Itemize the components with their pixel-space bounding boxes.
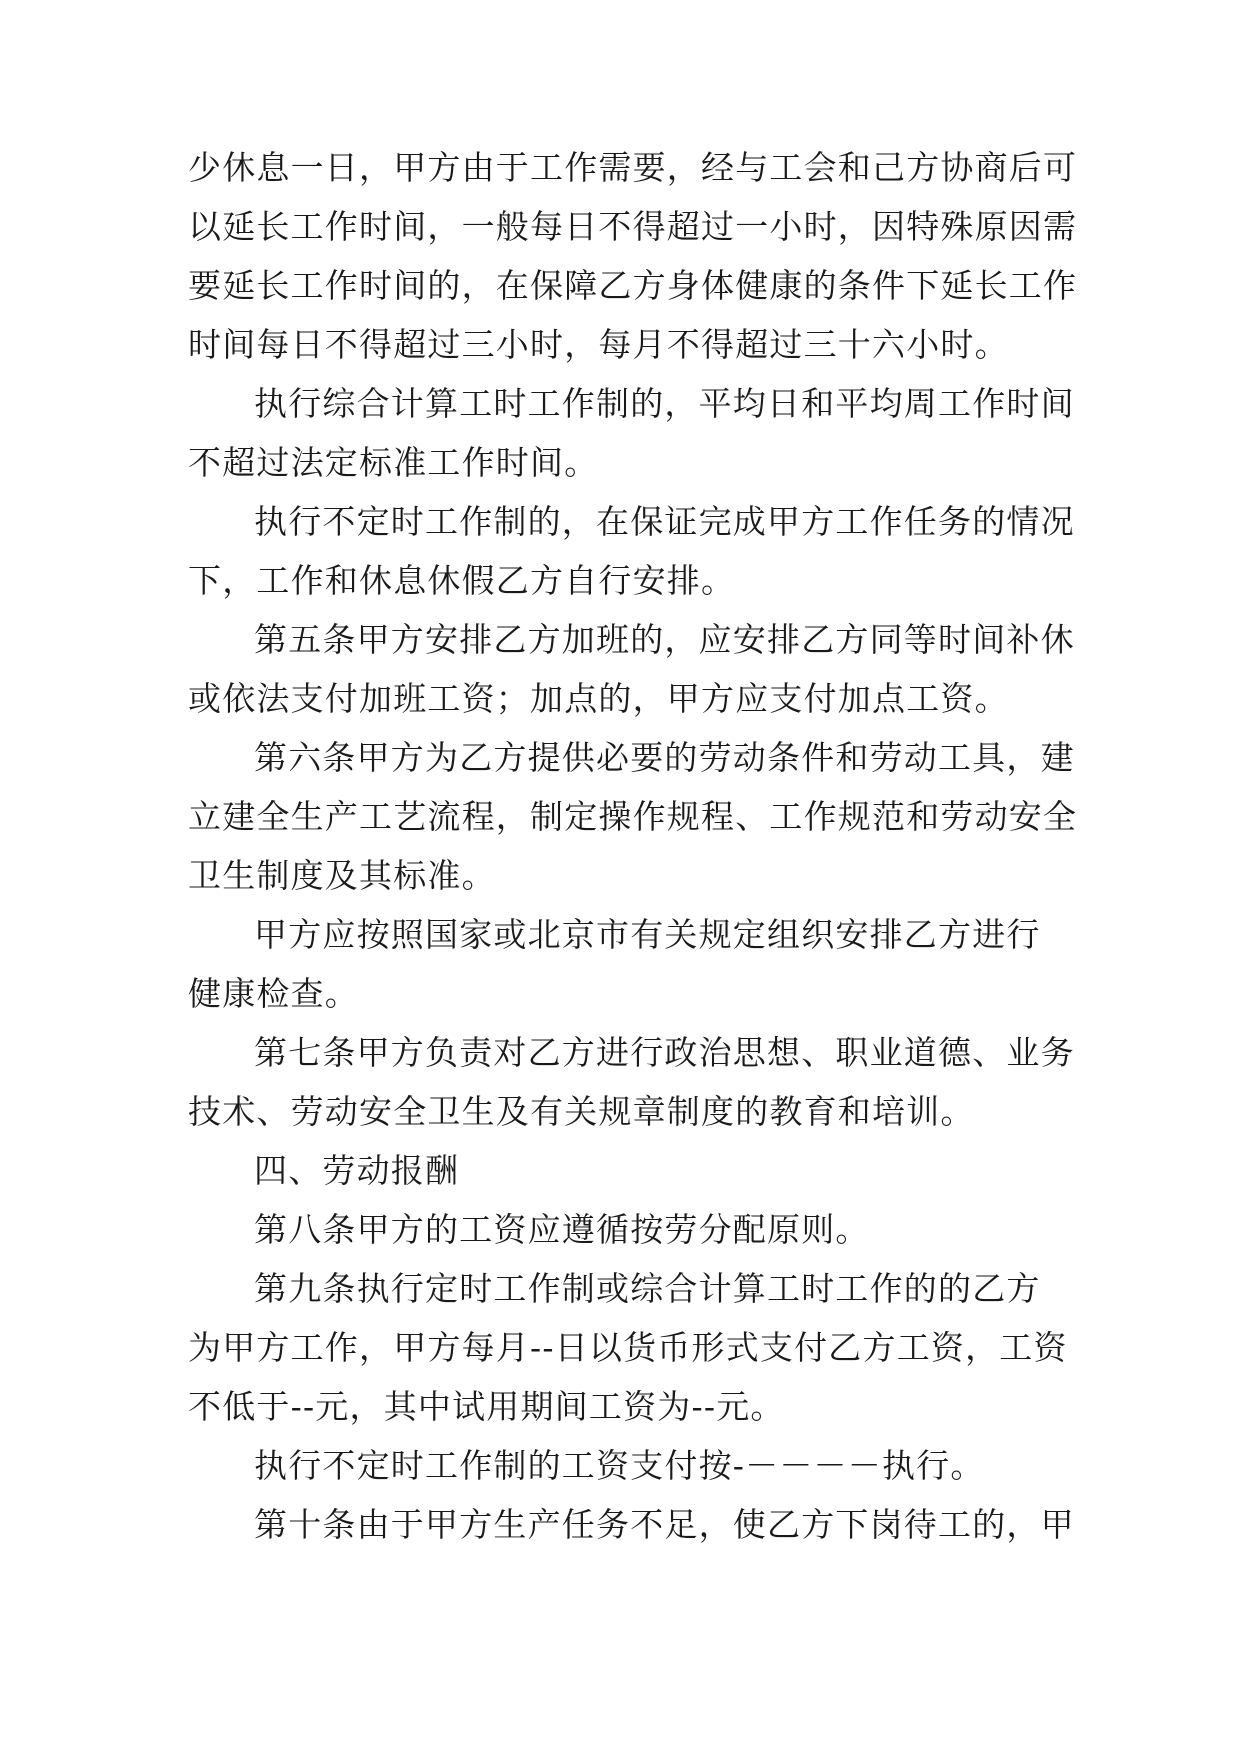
text-line: 第七条甲方负责对乙方进行政治思想、职业道德、业务 <box>254 1033 1075 1072</box>
text-line: 第八条甲方的工资应遵循按劳分配原则。 <box>254 1210 870 1249</box>
text-line: 时间每日不得超过三小时，每月不得超过三十六小时。 <box>188 325 1009 364</box>
text-line: 第九条执行定时工作制或综合计算工时工作的的乙方 <box>254 1269 1041 1308</box>
text-line: 第六条甲方为乙方提供必要的劳动条件和劳动工具，建 <box>254 738 1075 777</box>
text-line: 执行不定时工作制的，在保证完成甲方工作任务的情况 <box>254 502 1075 541</box>
text-line: 为甲方工作，甲方每月--日以货币形式支付乙方工资，工资 <box>188 1328 1068 1367</box>
text-line: 技术、劳动安全卫生及有关规章制度的教育和培训。 <box>188 1092 975 1131</box>
section-heading: 四、劳动报酬 <box>254 1151 460 1190</box>
text-line: 不低于--元，其中试用期间工资为--元。 <box>188 1387 785 1426</box>
document-body <box>188 138 1078 1554</box>
text-line: 第十条由于甲方生产任务不足，使乙方下岗待工的，甲 <box>254 1505 1075 1544</box>
text-line: 下，工作和休息休假乙方自行安排。 <box>188 561 736 600</box>
text-line: 要延长工作时间的，在保障乙方身体健康的条件下延长工作 <box>188 266 1078 305</box>
text-line: 卫生制度及其标准。 <box>188 856 496 895</box>
text-line: 立建全生产工艺流程，制定操作规程、工作规范和劳动安全 <box>188 797 1078 836</box>
text-line: 第五条甲方安排乙方加班的，应安排乙方同等时间补休 <box>254 620 1075 659</box>
text-line: 甲方应按照国家或北京市有关规定组织安排乙方进行 <box>254 915 1041 954</box>
text-line: 以延长工作时间，一般每日不得超过一小时，因特殊原因需 <box>188 207 1078 246</box>
text-line: 少休息一日，甲方由于工作需要，经与工会和己方协商后可 <box>188 148 1078 187</box>
text-line: 健康检查。 <box>188 974 359 1013</box>
text-line: 执行不定时工作制的工资支付按-－－－－执行。 <box>254 1446 985 1485</box>
text-line: 或依法支付加班工资；加点的，甲方应支付加点工资。 <box>188 679 1009 718</box>
text-line: 执行综合计算工时工作制的，平均日和平均周工作时间 <box>254 384 1075 423</box>
text-line: 不超过法定标准工作时间。 <box>188 443 599 482</box>
